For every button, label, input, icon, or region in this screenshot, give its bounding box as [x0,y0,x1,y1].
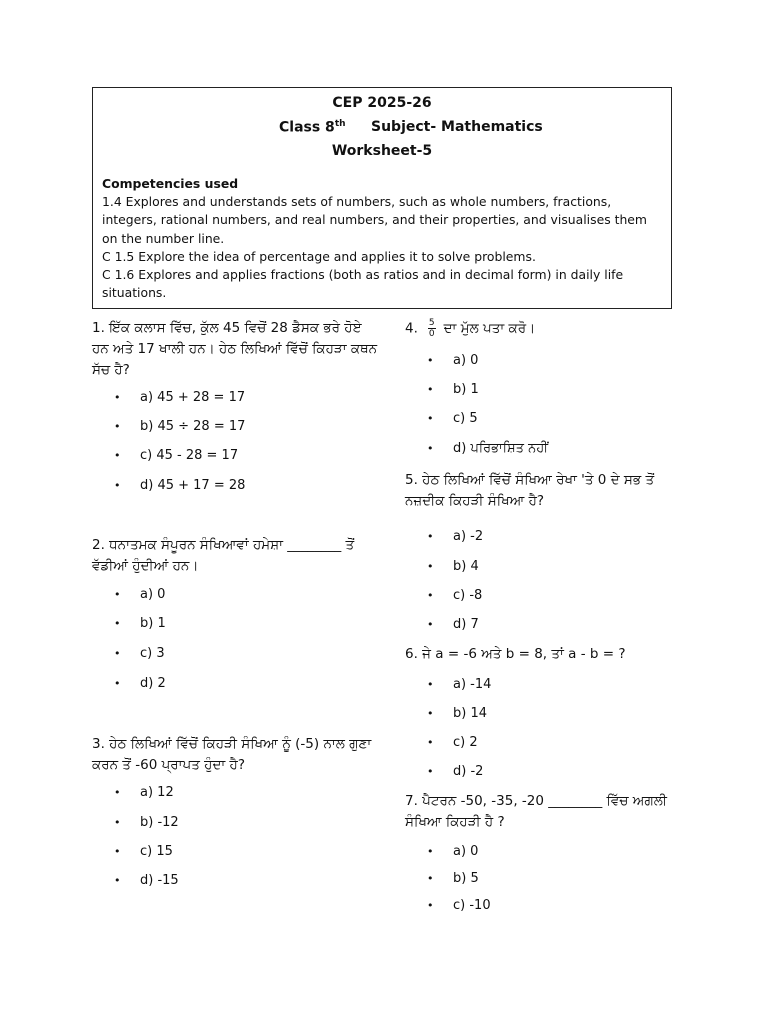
question-2: 2. ਧਨਾਤਮਕ ਸੰਪੂਰਨ ਸੰਖਿਆਵਾਂ ਹਮੇਸ਼ਾ ________ ਤੋਂ ਵੱਡੀਆਂ ਹੁੰਦੀਆਂ ਹਨ। [92,537,355,574]
worksheet-header-box [92,87,672,309]
competency-item: C 1.6 Explores and applies fractions (both as ratios and in decimal form) in daily life situations. [102,267,624,301]
question-4-option-c: • c) 5 [453,410,478,428]
question-7: 7. ਪੈਟਰਨ -50, -35, -20 ________ ਵਿੱਚ ਅਗਲੀ ਸੰਖਿਆ ਕਿਹੜੀ ਹੈ ? [405,793,667,830]
question-1-option-d: • d) 45 + 17 = 28 [140,477,245,495]
class-superscript: th [334,119,346,129]
question-6-option-d: • d) -2 [453,763,483,781]
question-5-option-d: • d) 7 [453,616,479,634]
question-5: 5. ਹੇਠ ਲਿਖਿਆਂ ਵਿੱਚੋਂ ਸੰਖਿਆ ਰੇਖਾ 'ਤੇ 0 ਦੇ ਸਭ ਤੋਂ ਨਜ਼ਦੀਕ ਕਿਹੜੀ ਸੰਖਿਆ ਹੈ? [405,472,655,509]
question-6: 6. ਜੇ a = -6 ਅਤੇ b = 8, ਤਾਂ a - b = ? [405,646,626,662]
question-1-option-b: • b) 45 ÷ 28 = 17 [140,418,245,436]
question-4-option-a: • a) 0 [453,352,478,370]
fraction-denominator: 0 [428,329,435,339]
question-1: 1. ਇੱਕ ਕਲਾਸ ਵਿੱਚ, ਕੁੱਲ 45 ਵਿਚੋਂ 28 ਡੈਸਕ ਭਰੇ ਹੋਏ ਹਨ ਅਤੇ 17 ਖਾਲੀ ਹਨ। ਹੇਠ ਲਿਖਿਆਂ ਵਿੱਚੋਂ ਕਿਹੜਾ ਕਥਨ ਸੱਚ ਹੈ? [92,320,378,378]
competency-item: C 1.5 Explore the idea of percentage and applies it to solve problems. [102,248,536,264]
question-4-option-d: • d) ਪਰਿਭਾਸ਼ਿਤ ਨਹੀਂ [453,440,548,458]
question-4-text: ਦਾ ਮੁੱਲ ਪਤਾ ਕਰੋ। [443,320,536,337]
question-4-option-b: • b) 1 [453,381,479,399]
question-1-option-c: • c) 45 - 28 = 17 [140,447,238,465]
worksheet-title: CEP 2025-26 [332,95,432,111]
question-2-option-b: • b) 1 [140,615,166,633]
question-6-option-a: • a) -14 [453,676,491,694]
class-text: Class 8 [279,119,335,136]
question-7-option-b: • b) 5 [453,870,479,888]
question-5-option-a: • a) -2 [453,528,483,546]
question-6-option-c: • c) 2 [453,734,478,752]
question-2-option-c: • c) 3 [140,645,165,663]
question-3-option-b: • b) -12 [140,814,179,832]
question-3-option-c: • c) 15 [140,843,173,861]
question-2-option-a: • a) 0 [140,586,165,604]
question-4-number: 4. [405,320,418,337]
question-1-option-a: • a) 45 + 28 = 17 [140,389,245,407]
subject-label: Subject- Mathematics [371,119,543,135]
question-3: 3. ਹੇਠ ਲਿਖਿਆਂ ਵਿੱਚੋਂ ਕਿਹੜੀ ਸੰਖਿਆ ਨੂੰ (-5) ਨਾਲ ਗੁਣਾ ਕਰਨ ਤੋਂ -60 ਪ੍ਰਾਪਤ ਹੁੰਦਾ ਹੈ? [92,736,372,773]
fraction [428,318,436,339]
question-6-option-b: • b) 14 [453,705,487,723]
competencies-section [102,175,664,302]
question-5-option-c: • c) -8 [453,587,482,605]
question-2-option-d: • d) 2 [140,675,166,693]
question-3-option-d: • d) -15 [140,872,179,890]
competencies-heading: Competencies used [102,176,239,191]
fraction-numerator: 5 [428,318,435,328]
competency-item: 1.4 Explores and understands sets of numbers, such as whole numbers, fractions, integers, rational numbers, and real numbers, and their properties, and visualises them on the number line. [102,194,647,246]
question-3-option-a: • a) 12 [140,784,174,802]
worksheet-number: Worksheet-5 [331,143,433,159]
question-5-option-b: • b) 4 [453,558,479,576]
question-7-option-a: • a) 0 [453,843,478,861]
question-4 [405,318,695,340]
class-label [279,119,346,136]
question-7-option-c: • c) -10 [453,897,491,915]
